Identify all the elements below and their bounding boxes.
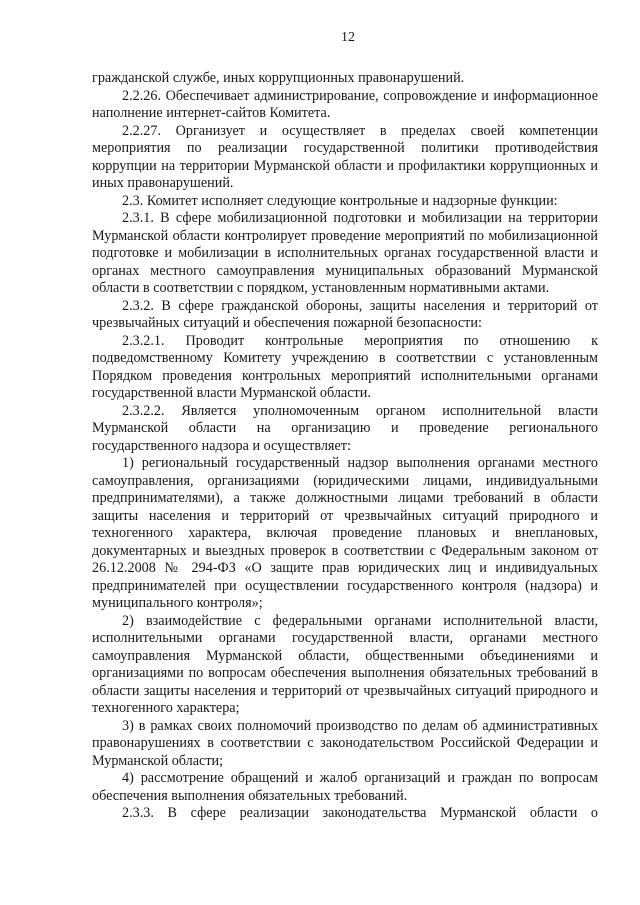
page-number: 12 bbox=[341, 30, 355, 45]
paragraph-2-2-27: 2.2.27. Организует и осуществляет в пределах своей компетенции мероприятия по реализации государственной политики противодействия коррупции на территории Мурманской области и профилактики коррупционных и иных правонарушений. bbox=[92, 122, 598, 191]
paragraph-continuation: гражданской службе, иных коррупционных правонарушений. bbox=[92, 70, 465, 86]
paragraph-2-3-2-1: 2.3.2.1. Проводит контрольные мероприятия по отношению к подведомственному Комитету учреждению в соответствии с установленным Порядком проведения контрольных мероприятий исполнительными органами государственной власти Мурманской области. bbox=[92, 332, 598, 401]
paragraph-2-3: 2.3. Комитет исполняет следующие контрольные и надзорные функции: bbox=[122, 192, 558, 209]
paragraph-2-2-26: 2.2.26. Обеспечивает администрирование, сопровождение и информационное наполнение интернет-сайтов Комитета. bbox=[92, 87, 598, 121]
list-item-1: 1) региональный государственный надзор выполнения органами местного самоуправления, организациями (юридическими лицами, индивидуальными предпринимателями), а также должностными лицами требований в области защиты населения и территорий от чрезвычайных ситуаций природного и техногенного характера, включая проведение плановых и внеплановых, документарных и выездных проверок в соответствии с Федеральным законом от 26.12.2008 № 294-ФЗ «О защите прав юридических лиц и индивидуальных предпринимателей при осуществлении государственного контроля (надзора) и муниципального контроля»; bbox=[92, 455, 598, 611]
paragraph-2-3-2: 2.3.2. В сфере гражданской обороны, защиты населения и территорий от чрезвычайных ситуаций и обеспечения пожарной безопасности: bbox=[92, 297, 598, 331]
list-item-4: 4) рассмотрение обращений и жалоб организаций и граждан по вопросам обеспечения выполнения обязательных требований. bbox=[92, 770, 598, 804]
paragraph-2-3-1: 2.3.1. В сфере мобилизационной подготовки и мобилизации на территории Мурманской области контролирует проведение мероприятий по мобилизационной подготовке и мобилизации в исполнительных органах государственной власти и органах местного самоуправления муниципальных образований Мурманской области в соответствии с порядком, установленным нормативными актами. bbox=[92, 210, 598, 296]
paragraph-2-3-2-2: 2.3.2.2. Является уполномоченным органом исполнительной власти Мурманской области на организацию и проведение регионального государственного надзора и осуществляет: bbox=[92, 402, 598, 454]
document-page bbox=[92, 28, 598, 823]
list-item-3: 3) в рамках своих полномочий производство по делам об административных правонарушениях в соответствии с законодательством Российской Федерации и Мурманской области; bbox=[92, 717, 598, 769]
list-item-2: 2) взаимодействие с федеральными органами исполнительной власти, исполнительными органами государственной власти, органами местного самоуправления Мурманской области, общественными объединениями и организациями по вопросам обеспечения выполнения обязательных требований в области защиты населения и территорий от чрезвычайных ситуаций природного и техногенного характера; bbox=[92, 612, 598, 716]
paragraph-2-3-3: 2.3.3. В сфере реализации законодательства Мурманской области о bbox=[122, 805, 598, 821]
